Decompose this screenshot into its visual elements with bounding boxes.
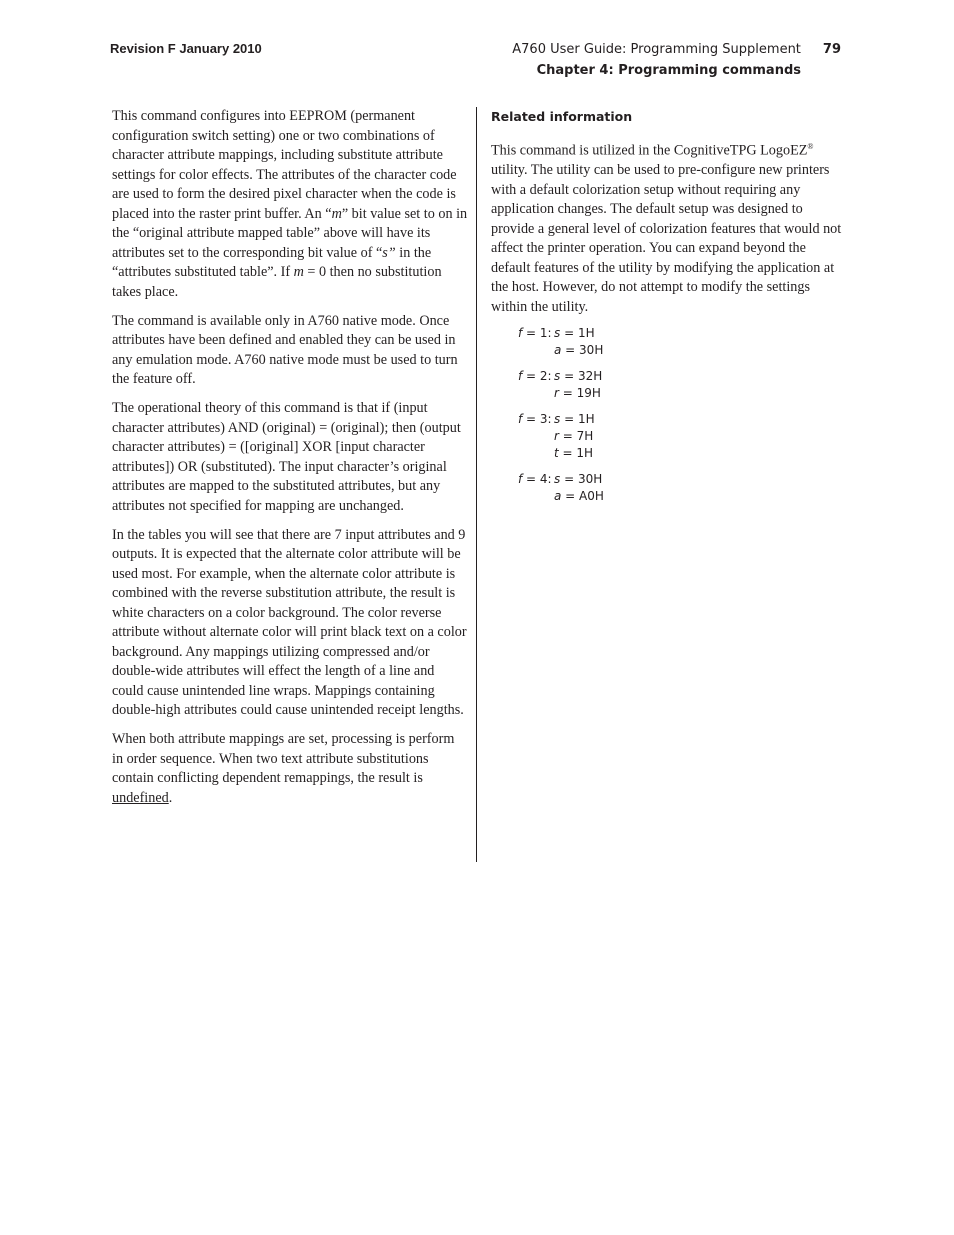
revision-label: Revision F January 2010 <box>110 41 262 56</box>
var-name: s <box>554 472 561 487</box>
text-run: This command is utilized in the CognitiveTPG LogoEZ <box>491 142 808 159</box>
function-label <box>518 411 554 462</box>
text-run: utility. The utility can be used to pre-configure new printers with a default colorization setup without requiring any application changes. The default setup was designed to provide a general level of colorization features that would not affect the printer operation. You can expand beyond the default features of the utility by modifying the application at the host. However, do not attempt to modify the settings within the utility. <box>491 162 842 315</box>
parameter-line <box>554 385 602 402</box>
parameter-line <box>554 428 595 445</box>
column-divider <box>476 107 477 862</box>
parameter-line <box>554 342 603 359</box>
left-column <box>112 107 468 818</box>
var-s: s” <box>382 244 396 261</box>
text-run: . <box>168 789 173 806</box>
function-label <box>518 325 554 359</box>
parameter-values <box>554 325 603 359</box>
text-run: ” bit value set to on in the “original attribute mapped table” above will have its attributes set to the corresponding bit value of “ <box>112 205 468 261</box>
text-run: When both attribute mappings are set, processing is perform in order sequence. When two text attribute substitutions contain conflicting dependent remappings, the result is <box>112 731 455 786</box>
var-f: f <box>518 472 523 487</box>
related-information-body <box>491 137 846 317</box>
var-name: s <box>554 326 561 341</box>
var-m: m <box>293 264 304 280</box>
var-value: = 1H <box>558 446 594 461</box>
text-run: in the “attributes substituted table”. If <box>112 244 432 280</box>
var-name: r <box>554 429 559 444</box>
registered-mark: ® <box>807 142 814 151</box>
parameter-line <box>554 325 603 342</box>
var-name: a <box>554 489 562 504</box>
function-label <box>518 471 554 505</box>
text-run: This command configures into EEPROM (permanent configuration switch setting) one or two combinations of character attribute mappings, including substitute attribute settings for color effects. The attributes of the character code are used to form the desired pixel character when the code is placed into the raster print buffer. An “ <box>112 108 457 222</box>
paragraph-native-mode: The command is available only in A760 native mode. Once attributes have been defined and enabled they can be used in any emulation mode. A760 native mode must be used to turn the feature off. <box>112 312 458 387</box>
var-name: t <box>554 446 559 461</box>
guide-title: A760 User Guide: Programming Supplement <box>512 42 801 57</box>
parameter-values <box>554 471 604 505</box>
paragraph-eeprom <box>112 107 468 302</box>
parameter-group <box>518 325 846 359</box>
function-value: = 3: <box>522 412 552 427</box>
running-header <box>512 39 841 81</box>
function-label <box>518 368 554 402</box>
function-value: = 2: <box>522 369 552 384</box>
var-f: f <box>518 326 523 341</box>
var-f: f <box>518 369 523 384</box>
parameter-list <box>518 325 846 505</box>
parameter-group <box>518 471 846 505</box>
var-name: s <box>554 369 561 384</box>
var-m: m <box>331 205 342 222</box>
var-name: a <box>554 343 562 358</box>
paragraph-tables: In the tables you will see that there are 7 input attributes and 9 outputs. It is expected that the alternate color attribute will be used most. For example, when the alternate color attribute is combined with the reverse substitution attribute, the result is white characters on a color background. The color reverse attribute without alternate color will print black text on a color background. Any mappings utilizing compressed and/or double-wide attributes will effect the length of a line and could cause unintended line wraps. Mappings containing double-high attributes could cause unintended receipt lengths. <box>112 526 467 718</box>
parameter-line <box>554 368 602 385</box>
paragraph-operational-theory: The operational theory of this command is that if (input character attributes) AND (original) = (original); then (output character attributes) = ([original] XOR [input character attributes]) OR (substituted). The input character’s original attributes are mapped to the substituted attributes, but any attributes not specified for mapping are unchanged. <box>112 400 461 514</box>
var-value: = 1H <box>560 326 595 341</box>
right-column <box>491 107 846 514</box>
parameter-values <box>554 411 595 462</box>
function-value: = 1: <box>522 326 552 341</box>
function-value: = 4: <box>522 472 552 487</box>
var-value: = 7H <box>558 429 594 444</box>
var-value: = A0H <box>561 489 604 504</box>
var-value: = 1H <box>560 412 595 427</box>
var-name: r <box>554 386 559 401</box>
page-number: 79 <box>822 42 841 57</box>
parameter-line <box>554 471 604 488</box>
var-value: = 30H <box>561 343 604 358</box>
header-title-line <box>512 39 841 60</box>
parameter-line <box>554 445 595 462</box>
parameter-line <box>554 488 604 505</box>
paragraph-mappings <box>112 730 468 808</box>
var-value: = 30H <box>560 472 603 487</box>
parameter-values <box>554 368 602 402</box>
undefined-term: undefined <box>112 789 169 806</box>
chapter-title: Chapter 4: Programming commands <box>536 63 801 78</box>
var-value: = 32H <box>560 369 603 384</box>
var-value: = 19H <box>558 386 601 401</box>
parameter-line <box>554 411 595 428</box>
parameter-group <box>518 368 846 402</box>
related-information-heading: Related information <box>491 109 633 124</box>
var-f: f <box>518 412 523 427</box>
text-run: = 0 then no substitution takes place. <box>112 264 442 300</box>
parameter-group <box>518 411 846 462</box>
var-name: s <box>554 412 561 427</box>
